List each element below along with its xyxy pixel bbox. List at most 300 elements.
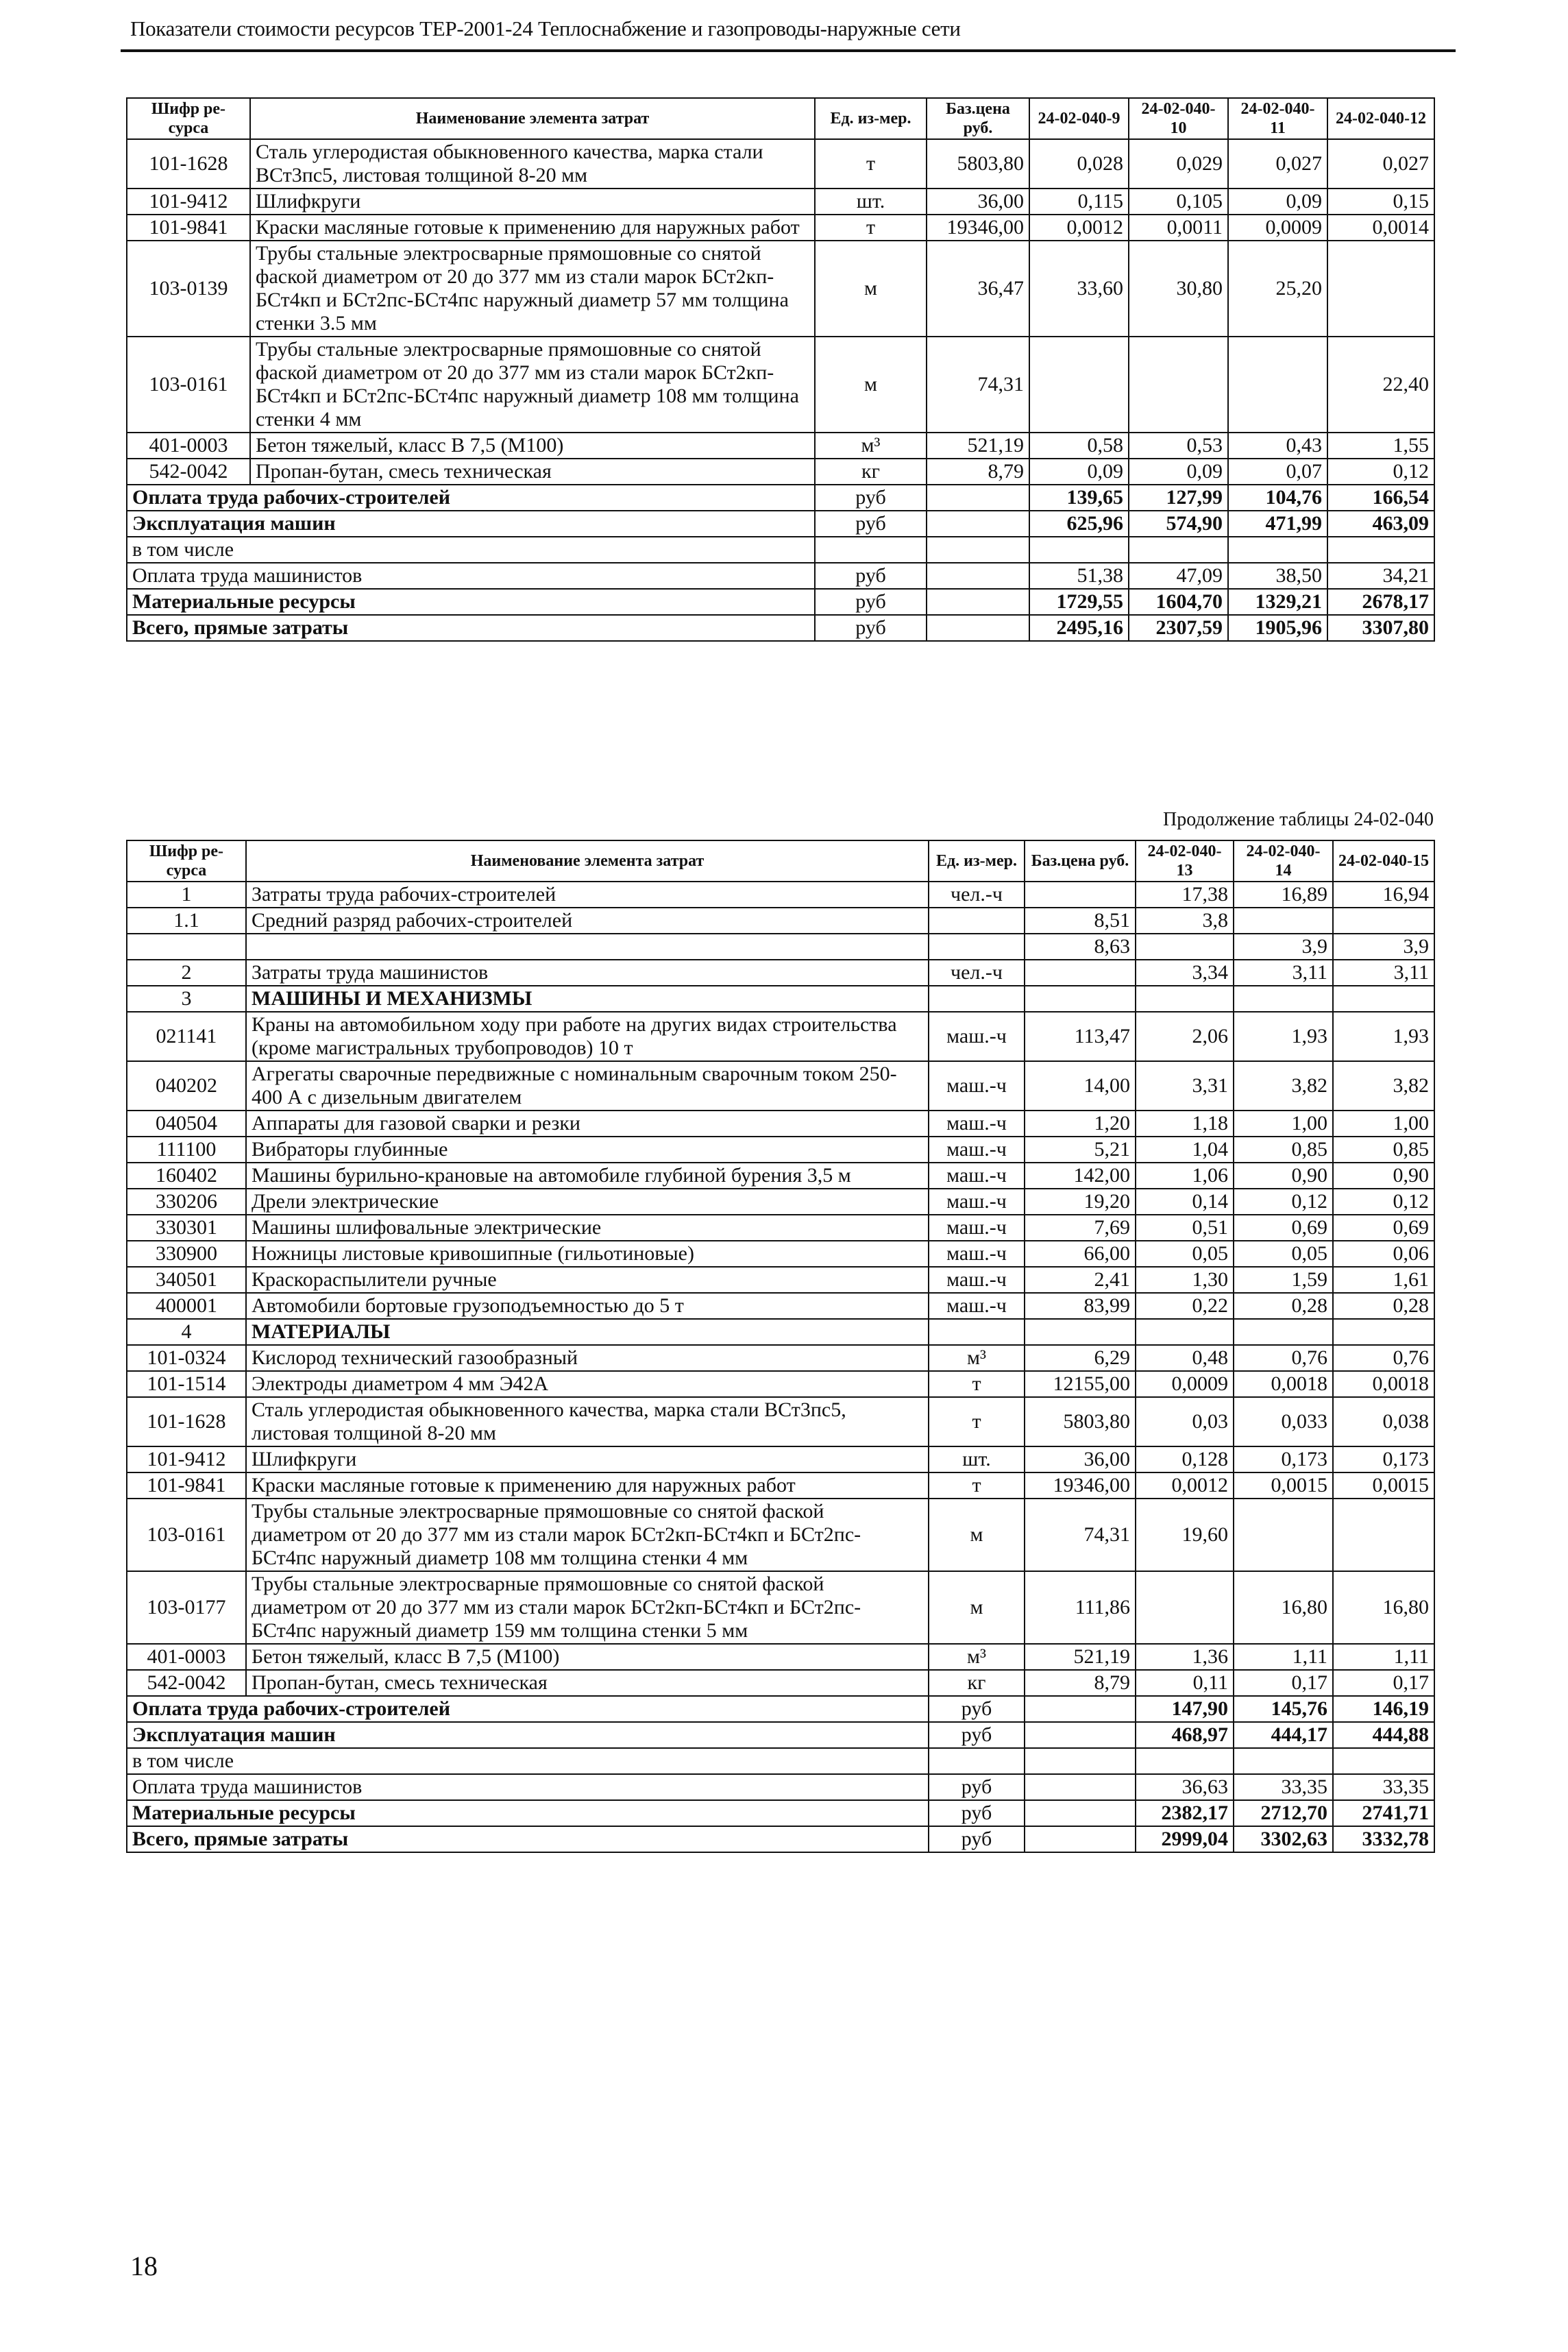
value-cell: 33,35 (1234, 1774, 1333, 1800)
value-cell: 0,028 (1029, 139, 1129, 189)
column-header: Шифр ре-сурса (127, 840, 246, 882)
value-cell: 2495,16 (1029, 615, 1129, 641)
value-cell: 3,82 (1333, 1061, 1434, 1111)
value-cell: 0,11 (1136, 1670, 1234, 1696)
summary-row (127, 537, 1434, 563)
table-row (127, 1499, 1434, 1571)
value-cell (1234, 908, 1333, 934)
value-cell (1025, 1722, 1136, 1748)
value-cell: 0,51 (1136, 1215, 1234, 1241)
resource-code: 400001 (127, 1293, 246, 1319)
resource-name: Краски масляные готовые к применению для наружных работ (246, 1472, 929, 1499)
unit-cell: маш.-ч (929, 1267, 1025, 1293)
summary-label: Материальные ресурсы (127, 589, 815, 615)
value-cell (1136, 934, 1234, 960)
value-cell: 17,38 (1136, 882, 1234, 908)
resource-code: 3 (127, 986, 246, 1012)
value-cell: 0,85 (1333, 1137, 1434, 1163)
value-cell: 146,19 (1333, 1696, 1434, 1722)
summary-row (127, 589, 1434, 615)
table-row (127, 1012, 1434, 1061)
table-row (127, 934, 1434, 960)
resource-name: Машины шлифовальные электрические (246, 1215, 929, 1241)
table-row (127, 1446, 1434, 1472)
summary-label: в том числе (127, 537, 815, 563)
value-cell: 0,05 (1234, 1241, 1333, 1267)
value-cell: 0,28 (1234, 1293, 1333, 1319)
table-row (127, 215, 1434, 241)
value-cell: 0,17 (1234, 1670, 1333, 1696)
summary-row (127, 1696, 1434, 1722)
column-header: 24-02-040-10 (1129, 98, 1228, 139)
resource-name (246, 934, 929, 960)
unit-cell: маш.-ч (929, 1012, 1025, 1061)
resource-code: 101-9412 (127, 189, 250, 215)
value-cell (927, 589, 1029, 615)
value-cell (1025, 1696, 1136, 1722)
value-cell: 66,00 (1025, 1241, 1136, 1267)
unit-cell: маш.-ч (929, 1189, 1025, 1215)
resource-name: Средний разряд рабочих-строителей (246, 908, 929, 934)
value-cell: 1,20 (1025, 1111, 1136, 1137)
resource-code: 103-0161 (127, 1499, 246, 1571)
unit-cell: маш.-ч (929, 1137, 1025, 1163)
value-cell (1129, 337, 1228, 433)
unit-cell: м³ (929, 1644, 1025, 1670)
table-row (127, 908, 1434, 934)
value-cell (1129, 537, 1228, 563)
value-cell: 0,0009 (1136, 1371, 1234, 1397)
table-row (127, 1189, 1434, 1215)
value-cell: 0,85 (1234, 1137, 1333, 1163)
value-cell (1234, 1748, 1333, 1774)
value-cell: 0,76 (1234, 1345, 1333, 1371)
value-cell (1136, 1748, 1234, 1774)
unit-cell: руб (815, 589, 927, 615)
summary-row (127, 485, 1434, 511)
column-header: 24-02-040-13 (1136, 840, 1234, 882)
value-cell: 0,12 (1327, 459, 1434, 485)
summary-row (127, 563, 1434, 589)
unit-cell: кг (929, 1670, 1025, 1696)
value-cell: 51,38 (1029, 563, 1129, 589)
value-cell (1025, 1319, 1136, 1345)
table-row (127, 986, 1434, 1012)
column-header: Баз.цена руб. (1025, 840, 1136, 882)
summary-label: Эксплуатация машин (127, 511, 815, 537)
value-cell (1136, 1571, 1234, 1644)
value-cell: 1,30 (1136, 1267, 1234, 1293)
unit-cell: руб (815, 615, 927, 641)
value-cell: 38,50 (1228, 563, 1327, 589)
value-cell: 2741,71 (1333, 1800, 1434, 1826)
unit-cell: руб (929, 1826, 1025, 1852)
value-cell: 0,027 (1327, 139, 1434, 189)
summary-label: Всего, прямые затраты (127, 1826, 929, 1852)
summary-label: Всего, прямые затраты (127, 615, 815, 641)
value-cell: 8,79 (927, 459, 1029, 485)
value-cell: 0,22 (1136, 1293, 1234, 1319)
resource-code: 1 (127, 882, 246, 908)
column-header: Наименование элемента затрат (246, 840, 929, 882)
column-header: Наименование элемента затрат (250, 98, 815, 139)
value-cell: 0,12 (1234, 1189, 1333, 1215)
value-cell (927, 537, 1029, 563)
value-cell: 0,0018 (1333, 1371, 1434, 1397)
resource-name: Пропан-бутан, смесь техническая (246, 1670, 929, 1696)
resource-code: 103-0139 (127, 241, 250, 337)
value-cell (1029, 537, 1129, 563)
resource-name: Дрели электрические (246, 1189, 929, 1215)
value-cell: 1,59 (1234, 1267, 1333, 1293)
value-cell: 12155,00 (1025, 1371, 1136, 1397)
unit-cell (815, 537, 927, 563)
value-cell: 145,76 (1234, 1696, 1333, 1722)
summary-row (127, 1826, 1434, 1852)
resource-code: 542-0042 (127, 459, 250, 485)
summary-row (127, 511, 1434, 537)
unit-cell: т (929, 1371, 1025, 1397)
unit-cell: шт. (929, 1446, 1025, 1472)
table-row (127, 1670, 1434, 1696)
resource-code: 401-0003 (127, 1644, 246, 1670)
table-row (127, 337, 1434, 433)
table-header-row (127, 840, 1434, 882)
value-cell: 0,0018 (1234, 1371, 1333, 1397)
value-cell: 0,03 (1136, 1397, 1234, 1446)
value-cell: 0,09 (1129, 459, 1228, 485)
table-row (127, 433, 1434, 459)
value-cell: 0,14 (1136, 1189, 1234, 1215)
value-cell: 2,06 (1136, 1012, 1234, 1061)
summary-row (127, 1748, 1434, 1774)
value-cell (1333, 1748, 1434, 1774)
value-cell: 5803,80 (927, 139, 1029, 189)
value-cell (1228, 537, 1327, 563)
unit-cell: т (815, 139, 927, 189)
unit-cell: маш.-ч (929, 1163, 1025, 1189)
resource-name: Трубы стальные электросварные прямошовные со снятой фаской диаметром от 20 до 377 мм из стали марок БСт2кп-БСт4кп и БСт2пс-БСт4пс наружный диаметр 108 мм толщина стенки 4 мм (250, 337, 815, 433)
value-cell: 36,00 (927, 189, 1029, 215)
unit-cell: маш.-ч (929, 1215, 1025, 1241)
unit-cell: м (815, 241, 927, 337)
value-cell: 19346,00 (927, 215, 1029, 241)
resource-name: Краски масляные готовые к применению для наружных работ (250, 215, 815, 241)
value-cell: 0,0009 (1228, 215, 1327, 241)
value-cell: 0,69 (1234, 1215, 1333, 1241)
value-cell: 3,9 (1333, 934, 1434, 960)
value-cell: 0,0012 (1029, 215, 1129, 241)
column-header: Ед. из-мер. (815, 98, 927, 139)
value-cell: 471,99 (1228, 511, 1327, 537)
value-cell: 33,35 (1333, 1774, 1434, 1800)
value-cell: 0,0011 (1129, 215, 1228, 241)
value-cell: 6,29 (1025, 1345, 1136, 1371)
value-cell (1025, 960, 1136, 986)
value-cell: 3,8 (1136, 908, 1234, 934)
value-cell: 3,82 (1234, 1061, 1333, 1111)
value-cell: 74,31 (927, 337, 1029, 433)
resource-code: 021141 (127, 1012, 246, 1061)
value-cell (1333, 1319, 1434, 1345)
resource-name: Машины бурильно-крановые на автомобиле глубиной бурения 3,5 м (246, 1163, 929, 1189)
table-row (127, 241, 1434, 337)
value-cell: 2712,70 (1234, 1800, 1333, 1826)
unit-cell: м³ (815, 433, 927, 459)
unit-cell: т (929, 1397, 1025, 1446)
table-row (127, 1215, 1434, 1241)
column-header: 24-02-040-9 (1029, 98, 1129, 139)
resource-name: Трубы стальные электросварные прямошовные со снятой фаской диаметром от 20 до 377 мм из стали марок БСт2кп-БСт4кп и БСт2пс-БСт4пс наружный диаметр 159 мм толщина стенки 5 мм (246, 1571, 929, 1644)
summary-label: Эксплуатация машин (127, 1722, 929, 1748)
unit-cell: маш.-ч (929, 1293, 1025, 1319)
value-cell (1333, 908, 1434, 934)
value-cell (1327, 241, 1434, 337)
value-cell: 0,90 (1333, 1163, 1434, 1189)
column-header: 24-02-040-15 (1333, 840, 1434, 882)
unit-cell: руб (815, 563, 927, 589)
value-cell: 3,11 (1234, 960, 1333, 986)
value-cell: 0,28 (1333, 1293, 1434, 1319)
value-cell: 574,90 (1129, 511, 1228, 537)
value-cell: 463,09 (1327, 511, 1434, 537)
value-cell (1228, 337, 1327, 433)
value-cell (927, 485, 1029, 511)
resource-code: 103-0177 (127, 1571, 246, 1644)
value-cell: 16,89 (1234, 882, 1333, 908)
value-cell (1234, 1499, 1333, 1571)
value-cell (927, 563, 1029, 589)
resource-name: Кислород технический газообразный (246, 1345, 929, 1371)
value-cell: 625,96 (1029, 511, 1129, 537)
resource-code: 330900 (127, 1241, 246, 1267)
summary-label: Оплата труда рабочих-строителей (127, 485, 815, 511)
value-cell: 127,99 (1129, 485, 1228, 511)
value-cell: 7,69 (1025, 1215, 1136, 1241)
unit-cell: шт. (815, 189, 927, 215)
table-row (127, 1571, 1434, 1644)
unit-cell: маш.-ч (929, 1111, 1025, 1137)
unit-cell: т (815, 215, 927, 241)
resource-code: 040504 (127, 1111, 246, 1137)
resource-code: 4 (127, 1319, 246, 1345)
value-cell: 104,76 (1228, 485, 1327, 511)
value-cell: 0,69 (1333, 1215, 1434, 1241)
resource-code: 103-0161 (127, 337, 250, 433)
resource-name: Краскораспылители ручные (246, 1267, 929, 1293)
unit-cell: маш.-ч (929, 1061, 1025, 1111)
header-rule (121, 49, 1456, 52)
column-header: 24-02-040-14 (1234, 840, 1333, 882)
value-cell: 0,58 (1029, 433, 1129, 459)
table-row (127, 459, 1434, 485)
value-cell: 2999,04 (1136, 1826, 1234, 1852)
value-cell: 1,00 (1333, 1111, 1434, 1137)
unit-cell: чел.-ч (929, 882, 1025, 908)
value-cell: 16,94 (1333, 882, 1434, 908)
resource-name: Вибраторы глубинные (246, 1137, 929, 1163)
value-cell: 3307,80 (1327, 615, 1434, 641)
value-cell (1025, 986, 1136, 1012)
value-cell: 3,9 (1234, 934, 1333, 960)
resource-table-1 (126, 97, 1435, 642)
value-cell: 8,79 (1025, 1670, 1136, 1696)
unit-cell: руб (815, 485, 927, 511)
value-cell: 83,99 (1025, 1293, 1136, 1319)
value-cell: 2382,17 (1136, 1800, 1234, 1826)
resource-name: Шлифкруги (250, 189, 815, 215)
value-cell: 0,0015 (1234, 1472, 1333, 1499)
value-cell: 1,06 (1136, 1163, 1234, 1189)
value-cell (1136, 986, 1234, 1012)
resource-code: 1.1 (127, 908, 246, 934)
unit-cell (929, 934, 1025, 960)
value-cell: 0,09 (1228, 189, 1327, 215)
unit-cell: м (815, 337, 927, 433)
summary-label: Материальные ресурсы (127, 1800, 929, 1826)
value-cell: 8,51 (1025, 908, 1136, 934)
value-cell (1136, 1319, 1234, 1345)
value-cell: 0,173 (1234, 1446, 1333, 1472)
value-cell: 0,128 (1136, 1446, 1234, 1472)
value-cell (1025, 1748, 1136, 1774)
value-cell: 521,19 (927, 433, 1029, 459)
resource-name: Трубы стальные электросварные прямошовные со снятой фаской диаметром от 20 до 377 мм из стали марок БСт2кп-БСт4кп и БСт2пс-БСт4пс наружный диаметр 108 мм толщина стенки 4 мм (246, 1499, 929, 1571)
resource-name: МАТЕРИАЛЫ (246, 1319, 929, 1345)
column-header: Шифр ре-сурса (127, 98, 250, 139)
resource-name: Автомобили бортовые грузоподъемностью до 5 т (246, 1293, 929, 1319)
resource-code: 330206 (127, 1189, 246, 1215)
value-cell: 0,0014 (1327, 215, 1434, 241)
summary-label: в том числе (127, 1748, 929, 1774)
resource-name: Сталь углеродистая обыкновенного качества, марка стали ВСт3пс5, листовая толщиной 8-20 мм (250, 139, 815, 189)
unit-cell: кг (815, 459, 927, 485)
value-cell: 111,86 (1025, 1571, 1136, 1644)
value-cell: 36,00 (1025, 1446, 1136, 1472)
table-row (127, 1345, 1434, 1371)
column-header: 24-02-040-12 (1327, 98, 1434, 139)
value-cell: 0,48 (1136, 1345, 1234, 1371)
table-row (127, 189, 1434, 215)
unit-cell: чел.-ч (929, 960, 1025, 986)
value-cell: 444,17 (1234, 1722, 1333, 1748)
value-cell: 1329,21 (1228, 589, 1327, 615)
value-cell (927, 615, 1029, 641)
value-cell: 74,31 (1025, 1499, 1136, 1571)
table-row (127, 1319, 1434, 1345)
value-cell: 3,11 (1333, 960, 1434, 986)
unit-cell: т (929, 1472, 1025, 1499)
unit-cell: руб (929, 1696, 1025, 1722)
value-cell: 2678,17 (1327, 589, 1434, 615)
value-cell: 19,60 (1136, 1499, 1234, 1571)
table-row (127, 139, 1434, 189)
value-cell: 0,0015 (1333, 1472, 1434, 1499)
value-cell: 5803,80 (1025, 1397, 1136, 1446)
unit-cell: м³ (929, 1345, 1025, 1371)
summary-label: Оплата труда машинистов (127, 563, 815, 589)
resource-name: Шлифкруги (246, 1446, 929, 1472)
value-cell: 34,21 (1327, 563, 1434, 589)
value-cell (1327, 537, 1434, 563)
value-cell: 113,47 (1025, 1012, 1136, 1061)
resource-name: Аппараты для газовой сварки и резки (246, 1111, 929, 1137)
value-cell: 468,97 (1136, 1722, 1234, 1748)
value-cell: 0,038 (1333, 1397, 1434, 1446)
resource-code: 542-0042 (127, 1670, 246, 1696)
value-cell: 142,00 (1025, 1163, 1136, 1189)
summary-row (127, 615, 1434, 641)
summary-row (127, 1774, 1434, 1800)
column-header: Ед. из-мер. (929, 840, 1025, 882)
value-cell: 1,93 (1234, 1012, 1333, 1061)
resource-code: 2 (127, 960, 246, 986)
resource-name: Бетон тяжелый, класс В 7,5 (М100) (246, 1644, 929, 1670)
resource-code: 160402 (127, 1163, 246, 1189)
value-cell: 1,04 (1136, 1137, 1234, 1163)
value-cell: 5,21 (1025, 1137, 1136, 1163)
value-cell: 1,18 (1136, 1111, 1234, 1137)
value-cell: 36,63 (1136, 1774, 1234, 1800)
value-cell: 1,11 (1333, 1644, 1434, 1670)
value-cell: 0,029 (1129, 139, 1228, 189)
value-cell: 1,55 (1327, 433, 1434, 459)
resource-name: Агрегаты сварочные передвижные с номинальным сварочным током 250-400 А с дизельным двигателем (246, 1061, 929, 1111)
unit-cell: маш.-ч (929, 1241, 1025, 1267)
resource-code: 101-0324 (127, 1345, 246, 1371)
resource-code (127, 934, 246, 960)
value-cell: 0,76 (1333, 1345, 1434, 1371)
value-cell: 0,12 (1333, 1189, 1434, 1215)
resource-name: Бетон тяжелый, класс В 7,5 (М100) (250, 433, 815, 459)
value-cell (1025, 1800, 1136, 1826)
value-cell (927, 511, 1029, 537)
resource-code: 101-1514 (127, 1371, 246, 1397)
value-cell: 33,60 (1029, 241, 1129, 337)
value-cell: 36,47 (927, 241, 1029, 337)
value-cell: 19,20 (1025, 1189, 1136, 1215)
page-number: 18 (130, 2251, 158, 2281)
value-cell (1234, 986, 1333, 1012)
value-cell: 3332,78 (1333, 1826, 1434, 1852)
value-cell (1025, 1826, 1136, 1852)
unit-cell (929, 1748, 1025, 1774)
unit-cell: м (929, 1571, 1025, 1644)
unit-cell: руб (929, 1800, 1025, 1826)
value-cell: 1,11 (1234, 1644, 1333, 1670)
value-cell: 3302,63 (1234, 1826, 1333, 1852)
table-row (127, 1061, 1434, 1111)
resource-name: Ножницы листовые кривошипные (гильотиновые) (246, 1241, 929, 1267)
value-cell: 2307,59 (1129, 615, 1228, 641)
table-row (127, 1111, 1434, 1137)
table-row (127, 1293, 1434, 1319)
value-cell: 3,34 (1136, 960, 1234, 986)
unit-cell: м (929, 1499, 1025, 1571)
resource-code: 101-1628 (127, 1397, 246, 1446)
value-cell: 1,93 (1333, 1012, 1434, 1061)
unit-cell: руб (815, 511, 927, 537)
value-cell: 0,027 (1228, 139, 1327, 189)
table-row (127, 960, 1434, 986)
summary-row (127, 1800, 1434, 1826)
resource-code: 101-1628 (127, 139, 250, 189)
summary-label: Оплата труда машинистов (127, 1774, 929, 1800)
value-cell: 19346,00 (1025, 1472, 1136, 1499)
unit-cell: руб (929, 1774, 1025, 1800)
value-cell: 1604,70 (1129, 589, 1228, 615)
page-header: Показатели стоимости ресурсов ТЕР-2001-24 Теплоснабжение и газопроводы-наружные сети (130, 16, 961, 40)
